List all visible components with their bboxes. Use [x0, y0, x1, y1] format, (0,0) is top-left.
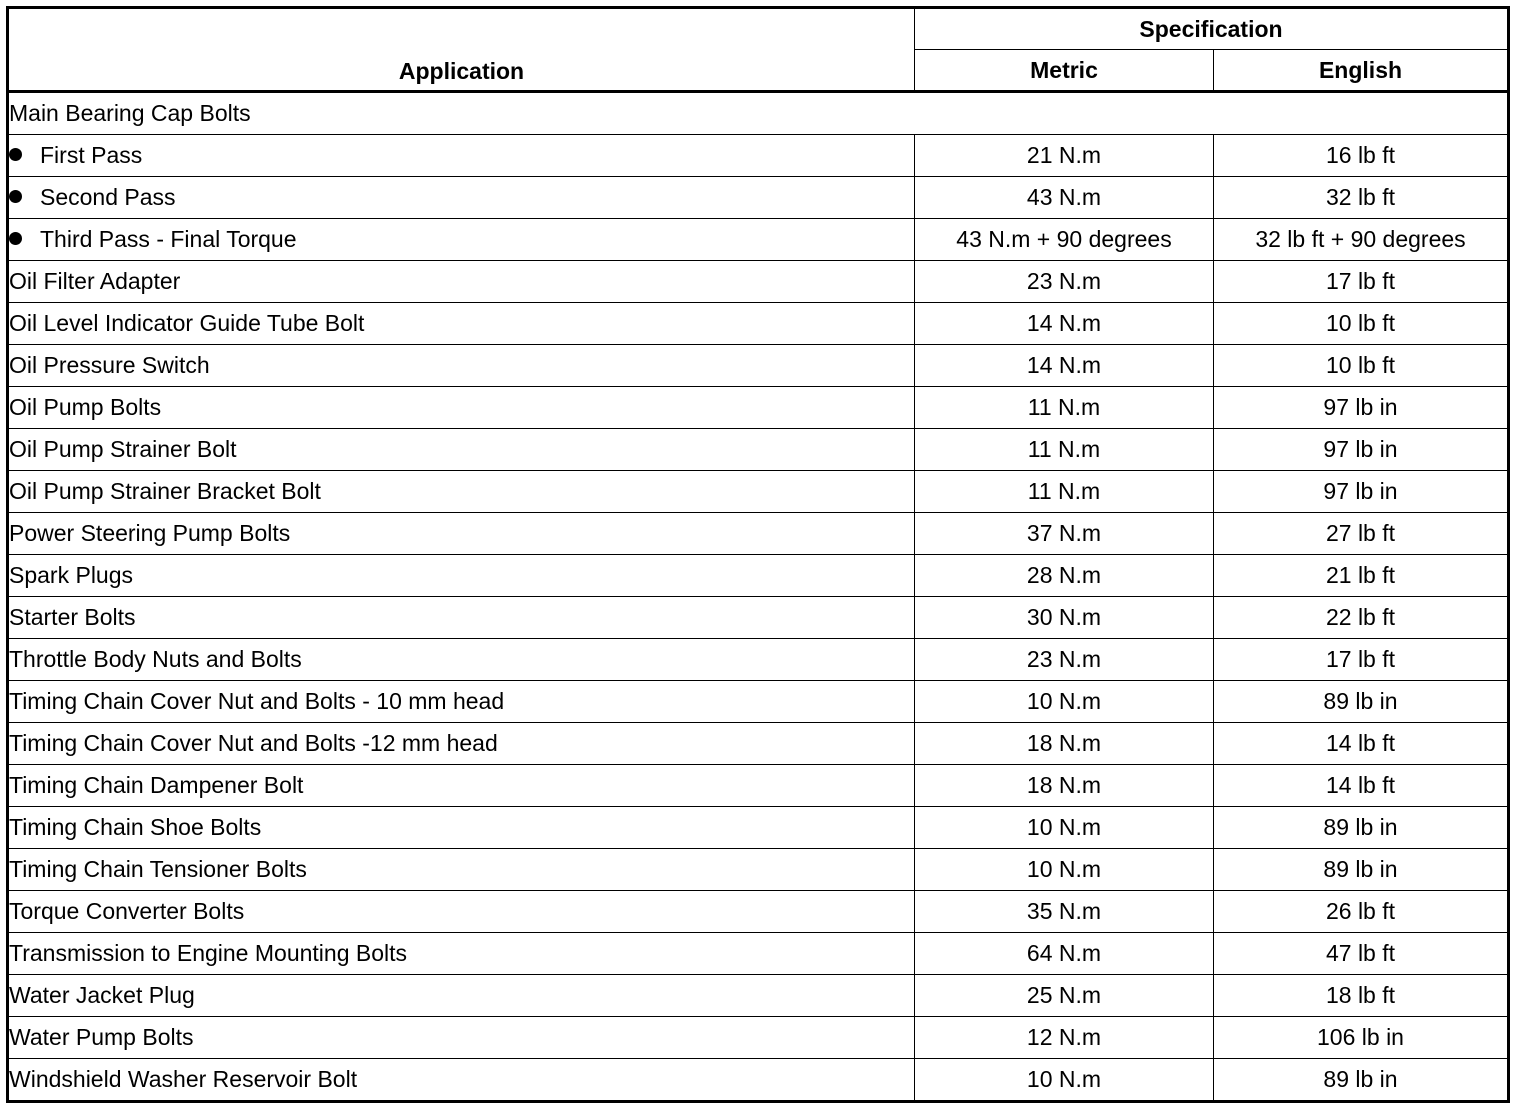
application-cell — [8, 177, 915, 219]
metric-value-cell — [915, 261, 1214, 303]
specification-header-label: Specification — [1139, 15, 1283, 42]
table-row — [8, 639, 1509, 681]
english-value-cell — [1214, 261, 1509, 303]
application-cell — [8, 807, 915, 849]
english-value: 10 lb ft — [1325, 352, 1396, 378]
table-row — [8, 807, 1509, 849]
english-value-cell — [1214, 807, 1509, 849]
application-cell — [8, 891, 915, 933]
metric-value-cell — [915, 219, 1214, 261]
application-label: Timing Chain Cover Nut and Bolts - 10 mm head — [9, 688, 505, 714]
application-label: Water Pump Bolts — [9, 1024, 194, 1050]
english-value-cell — [1214, 891, 1509, 933]
metric-value: 25 N.m — [1026, 982, 1102, 1008]
table-row — [8, 513, 1509, 555]
english-value: 106 lb in — [1317, 1024, 1404, 1050]
application-label: Timing Chain Cover Nut and Bolts -12 mm head — [9, 730, 498, 756]
english-value-cell — [1214, 975, 1509, 1017]
english-value: 27 lb ft — [1325, 520, 1396, 546]
table-row — [8, 1017, 1509, 1059]
application-label: Third Pass - Final Torque — [40, 226, 297, 252]
table-row — [8, 891, 1509, 933]
english-value: 22 lb ft — [1325, 604, 1396, 630]
application-cell — [8, 555, 915, 597]
application-label: Power Steering Pump Bolts — [9, 520, 291, 546]
metric-value-cell — [915, 681, 1214, 723]
application-label: Transmission to Engine Mounting Bolts — [9, 940, 408, 966]
metric-value: 18 N.m — [1026, 730, 1102, 756]
english-value-cell — [1214, 765, 1509, 807]
english-value-cell — [1214, 849, 1509, 891]
english-value-cell — [1214, 429, 1509, 471]
metric-header-label: Metric — [1030, 56, 1098, 83]
metric-value-cell — [915, 345, 1214, 387]
english-value: 89 lb in — [1323, 814, 1398, 840]
application-cell — [8, 219, 915, 261]
table-row — [8, 723, 1509, 765]
table-row — [8, 597, 1509, 639]
bullet-icon — [9, 148, 22, 161]
table-row — [8, 849, 1509, 891]
english-value: 16 lb ft — [1325, 142, 1396, 168]
application-cell — [8, 639, 915, 681]
metric-value: 12 N.m — [1026, 1024, 1102, 1050]
application-cell — [8, 1017, 915, 1059]
application-cell — [8, 1059, 915, 1102]
english-value: 14 lb ft — [1325, 772, 1396, 798]
table-row — [8, 765, 1509, 807]
table-row — [8, 219, 1509, 261]
english-value-cell — [1214, 345, 1509, 387]
application-label: Torque Converter Bolts — [9, 898, 245, 924]
english-value-cell — [1214, 639, 1509, 681]
metric-value: 14 N.m — [1026, 310, 1102, 336]
english-value: 97 lb in — [1323, 394, 1398, 420]
english-value-cell — [1214, 219, 1509, 261]
metric-value-cell — [915, 807, 1214, 849]
application-label: Oil Pump Strainer Bracket Bolt — [9, 478, 321, 504]
application-label: Spark Plugs — [9, 562, 134, 588]
metric-value: 11 N.m — [1027, 478, 1101, 504]
application-cell — [8, 765, 915, 807]
table-row — [8, 555, 1509, 597]
application-label: Second Pass — [40, 184, 176, 210]
application-label: Oil Pump Bolts — [9, 394, 162, 420]
english-value: 97 lb in — [1323, 478, 1398, 504]
metric-value: 10 N.m — [1026, 688, 1102, 714]
metric-value-cell — [915, 639, 1214, 681]
english-value: 14 lb ft — [1325, 730, 1396, 756]
application-label: Oil Pump Strainer Bolt — [9, 436, 237, 462]
application-cell — [8, 933, 915, 975]
metric-column-header — [915, 50, 1214, 92]
metric-value-cell — [915, 1059, 1214, 1102]
metric-value: 28 N.m — [1026, 562, 1102, 588]
english-value: 32 lb ft — [1325, 184, 1396, 210]
metric-value: 23 N.m — [1026, 646, 1102, 672]
metric-value: 30 N.m — [1026, 604, 1102, 630]
metric-value: 10 N.m — [1026, 1066, 1102, 1092]
metric-value: 43 N.m + 90 degrees — [956, 226, 1172, 252]
application-cell — [8, 345, 915, 387]
metric-value-cell — [915, 891, 1214, 933]
english-value-cell — [1214, 1059, 1509, 1102]
english-value: 47 lb ft — [1325, 940, 1396, 966]
english-value: 10 lb ft — [1325, 310, 1396, 336]
metric-value-cell — [915, 849, 1214, 891]
application-label: Oil Pressure Switch — [9, 352, 210, 378]
application-cell — [8, 387, 915, 429]
metric-value-cell — [915, 177, 1214, 219]
metric-value: 10 N.m — [1026, 856, 1102, 882]
metric-value: 37 N.m — [1026, 520, 1102, 546]
metric-value-cell — [915, 1017, 1214, 1059]
application-label: Throttle Body Nuts and Bolts — [9, 646, 302, 672]
metric-value: 23 N.m — [1026, 268, 1102, 294]
metric-value: 64 N.m — [1026, 940, 1102, 966]
english-header-label: English — [1318, 56, 1403, 83]
table-row — [8, 345, 1509, 387]
english-value-cell — [1214, 1017, 1509, 1059]
english-value-cell — [1214, 135, 1509, 177]
metric-value-cell — [915, 555, 1214, 597]
english-value-cell — [1214, 933, 1509, 975]
metric-value: 35 N.m — [1026, 898, 1102, 924]
metric-value-cell — [915, 975, 1214, 1017]
application-cell — [8, 429, 915, 471]
table-row — [8, 135, 1509, 177]
metric-value-cell — [915, 933, 1214, 975]
metric-value-cell — [915, 597, 1214, 639]
english-value-cell — [1214, 597, 1509, 639]
specification-column-header — [915, 8, 1509, 50]
table-row — [8, 975, 1509, 1017]
metric-value-cell — [915, 765, 1214, 807]
english-value: 89 lb in — [1323, 856, 1398, 882]
table-row — [8, 429, 1509, 471]
english-value-cell — [1214, 681, 1509, 723]
application-label: Timing Chain Tensioner Bolts — [9, 856, 307, 882]
metric-value: 11 N.m — [1027, 394, 1101, 420]
english-value-cell — [1214, 387, 1509, 429]
application-cell — [8, 681, 915, 723]
application-label: Water Jacket Plug — [9, 982, 195, 1008]
application-label: Oil Filter Adapter — [9, 268, 181, 294]
english-value: 17 lb ft — [1325, 268, 1396, 294]
table-row — [8, 177, 1509, 219]
table-row — [8, 303, 1509, 345]
application-cell — [8, 597, 915, 639]
metric-value: 43 N.m — [1026, 184, 1102, 210]
application-cell — [8, 261, 915, 303]
english-value-cell — [1214, 177, 1509, 219]
table-row — [8, 1059, 1509, 1102]
english-value-cell — [1214, 555, 1509, 597]
application-cell — [8, 723, 915, 765]
application-column-header — [8, 8, 915, 92]
group-heading-cell — [8, 92, 1509, 135]
table-row — [8, 261, 1509, 303]
metric-value: 10 N.m — [1026, 814, 1102, 840]
table-row — [8, 681, 1509, 723]
application-label: Starter Bolts — [9, 604, 136, 630]
metric-value-cell — [915, 387, 1214, 429]
torque-specification-table — [6, 6, 1510, 1103]
metric-value-cell — [915, 429, 1214, 471]
bullet-icon — [9, 190, 22, 203]
table-row — [8, 933, 1509, 975]
english-value-cell — [1214, 723, 1509, 765]
application-label: First Pass — [40, 142, 143, 168]
metric-value-cell — [915, 135, 1214, 177]
metric-value: 14 N.m — [1026, 352, 1102, 378]
metric-value-cell — [915, 723, 1214, 765]
english-value-cell — [1214, 513, 1509, 555]
application-cell — [8, 303, 915, 345]
english-value: 97 lb in — [1323, 436, 1398, 462]
application-header-label: Application — [398, 58, 525, 84]
english-value: 89 lb in — [1323, 1066, 1398, 1092]
application-label: Timing Chain Shoe Bolts — [9, 814, 262, 840]
bullet-icon — [9, 232, 22, 245]
table-body — [8, 92, 1509, 1102]
metric-value: 21 N.m — [1026, 142, 1102, 168]
english-value: 17 lb ft — [1325, 646, 1396, 672]
application-cell — [8, 513, 915, 555]
english-value: 21 lb ft — [1325, 562, 1396, 588]
english-value: 89 lb in — [1323, 688, 1398, 714]
english-value-cell — [1214, 303, 1509, 345]
english-column-header — [1214, 50, 1509, 92]
table-row — [8, 387, 1509, 429]
english-value: 18 lb ft — [1325, 982, 1396, 1008]
application-label: Oil Level Indicator Guide Tube Bolt — [9, 310, 365, 336]
application-cell — [8, 849, 915, 891]
table-row — [8, 92, 1509, 135]
metric-value-cell — [915, 513, 1214, 555]
application-label: Timing Chain Dampener Bolt — [9, 772, 304, 798]
application-label: Windshield Washer Reservoir Bolt — [9, 1066, 358, 1092]
table-row — [8, 471, 1509, 513]
application-cell — [8, 975, 915, 1017]
group-heading-label: Main Bearing Cap Bolts — [9, 100, 251, 126]
application-cell — [8, 135, 915, 177]
metric-value: 11 N.m — [1027, 436, 1101, 462]
english-value-cell — [1214, 471, 1509, 513]
english-value: 32 lb ft + 90 degrees — [1255, 226, 1466, 252]
metric-value-cell — [915, 303, 1214, 345]
metric-value-cell — [915, 471, 1214, 513]
metric-value: 18 N.m — [1026, 772, 1102, 798]
application-cell — [8, 471, 915, 513]
english-value: 26 lb ft — [1325, 898, 1396, 924]
